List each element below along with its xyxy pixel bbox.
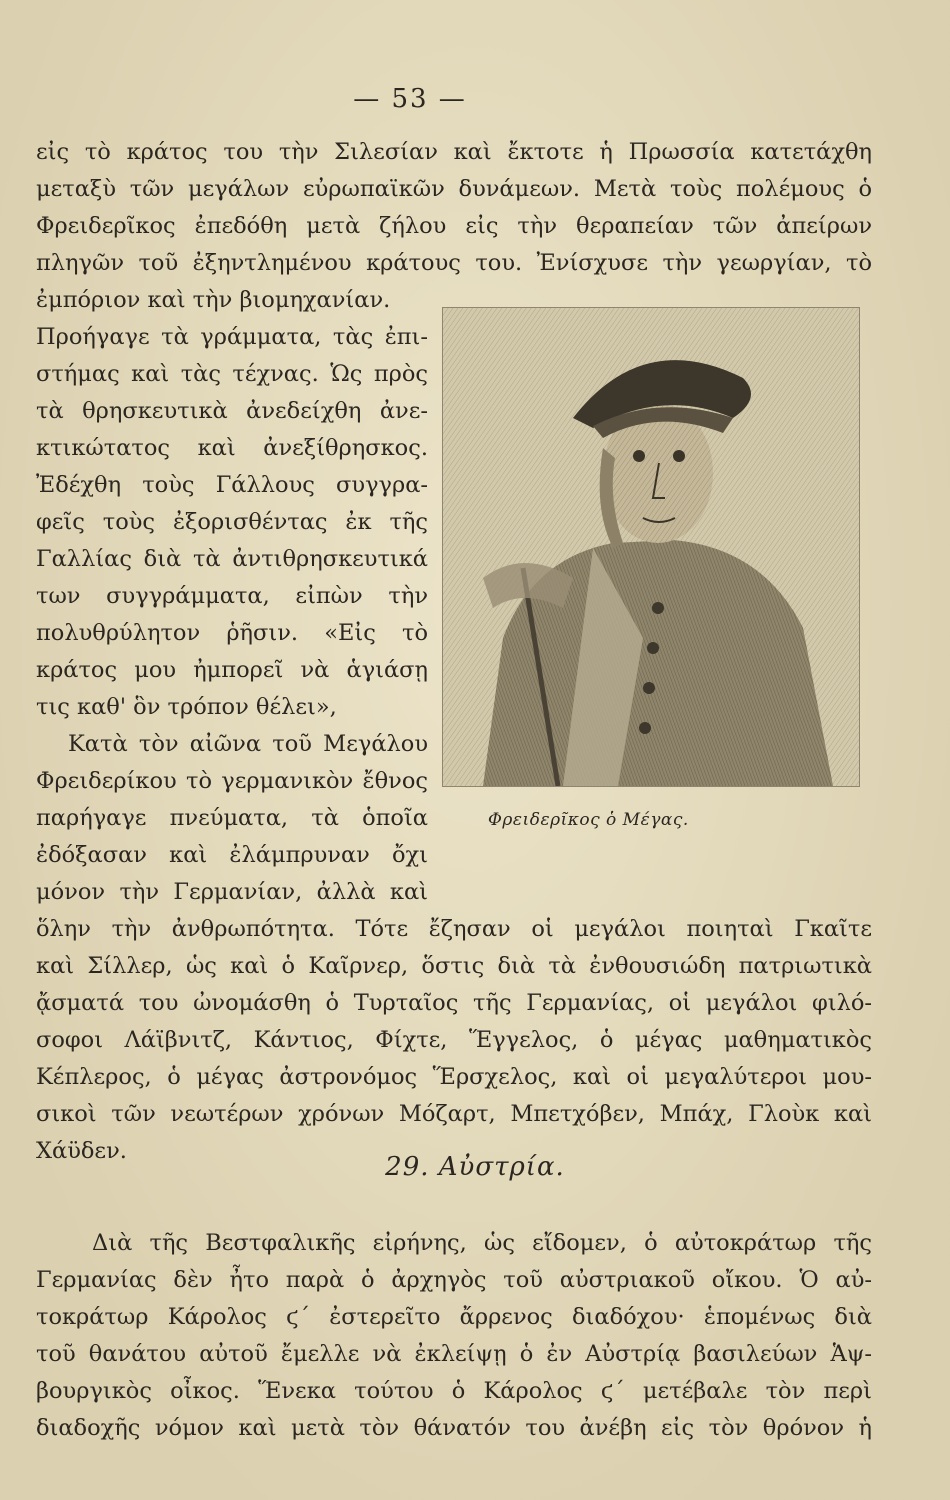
text-line: σοφοι Λάϊβνιτζ, Κάντιος, Φίχτε, Ἕγγελος, ὁ μέγας μαθηματικὸς [36,1027,872,1053]
text-line: Κέπλερος, ὁ μέγας ἀστρονόμος Ἕρσχελος, καὶ οἱ μεγαλύτεροι μου- [36,1064,872,1090]
text-line: Φρειδερίκου τὸ γερμανικὸν ἔθνος [36,768,428,794]
text-line: ὅλην τὴν ἀνθρωπότητα. Τότε ἔζησαν οἱ μεγάλοι ποιηταὶ Γκαῖτε [36,916,872,942]
text-line: κτικώτατος καὶ ἀνεξίθρησκος. [36,435,428,461]
text-line: των συγγράμματα, εἰπὼν τὴν [36,583,428,609]
text-line: Ἐδέχθη τοὺς Γάλλους συγγρα- [36,472,428,498]
text-line: μόνον τὴν Γερμανίαν, ἀλλὰ καὶ [36,879,428,905]
text-line: διαδοχῆς νόμον καὶ μετὰ τὸν θάνατόν του ἀνέβη εἰς τὸν θρόνον ἡ [36,1415,872,1441]
text-line: ἐμπόριον καὶ τὴν βιομηχανίαν. [36,287,391,313]
page-number: — 53 — [353,84,467,114]
text-line: καὶ Σίλλερ, ὡς καὶ ὁ Καῖρνερ, ὅστις διὰ τὰ ἐνθουσιώδη πατριωτικὰ [36,953,872,979]
text-line: Χάϋδεν. [36,1138,127,1164]
text-line: ᾄσματά του ὠνομάσθη ὁ Τυρταῖος τῆς Γερμανίας, οἱ μεγάλοι φιλό- [36,990,872,1016]
text-line: στήμας καὶ τὰς τέχνας. Ὡς πρὸς [36,361,428,387]
text-line: βουργικὸς οἶκος. Ἕνεκα τούτου ὁ Κάρολος ϛ΄ μετέβαλε τὸν περὶ [36,1378,872,1404]
text-line: τις καθ' ὃν τρόπον θέλει», [36,694,337,720]
text-line: Γερμανίας δὲν ἦτο παρὰ ὁ ἀρχηγὸς τοῦ αὐστριακοῦ οἴκου. Ὁ αὐ- [36,1267,872,1293]
text-line: πολυθρύλητον ῥῆσιν. «Εἰς τὸ [36,620,428,646]
text-line: φεῖς τοὺς ἐξορισθέντας ἐκ τῆς [36,509,428,535]
text-line: Φρειδερῖκος ἐπεδόθη μετὰ ζήλου εἰς τὴν θεραπείαν τῶν ἀπείρων [36,213,872,239]
text-line: μεταξὺ τῶν μεγάλων εὐρωπαϊκῶν δυνάμεων. Μετὰ τοὺς πολέμους ὁ [36,176,872,202]
text-line: τοῦ θανάτου αὐτοῦ ἔμελλε νὰ ἐκλείψῃ ὁ ἐν Αὐστρίᾳ βασιλεύων Ἁψ- [36,1341,872,1367]
text-line: εἰς τὸ κράτος του τὴν Σιλεσίαν καὶ ἔκτοτε ἡ Πρωσσία κατετάχθη [36,139,872,165]
text-line: σικοὶ τῶν νεωτέρων χρόνων Μόζαρτ, Μπετχόβεν, Μπάχ, Γλοὺκ καὶ [36,1101,872,1127]
text-line: κράτος μου ἠμπορεῖ νὰ ἁγιάσῃ [36,657,428,683]
text-line: Προήγαγε τὰ γράμματα, τὰς ἐπι- [36,324,428,350]
portrait-engraving [443,308,859,786]
text-line: τὰ θρησκευτικὰ ἀνεδείχθη ἀνε- [36,398,428,424]
text-line: Κατὰ τὸν αἰῶνα τοῦ Μεγάλου [68,731,428,757]
figure-caption: Φρειδερῖκος ὁ Μέγας. [488,810,689,830]
portrait-image [442,307,860,787]
text-line: Διὰ τῆς Βεστφαλικῆς εἰρήνης, ὡς εἴδομεν, ὁ αὐτοκράτωρ τῆς [92,1230,872,1256]
text-line: ἐδόξασαν καὶ ἐλάμπρυναν ὄχι [36,842,428,868]
section-heading: 29. Αὐστρία. [385,1152,565,1182]
text-line: Γαλλίας διὰ τὰ ἀντιθρησκευτικά [36,546,428,572]
text-line: πληγῶν τοῦ ἐξηντλημένου κράτους του. Ἐνίσχυσε τὴν γεωργίαν, τὸ [36,250,872,276]
text-line: τοκράτωρ Κάρολος ϛ΄ ἐστερεῖτο ἄρρενος διαδόχου· ἑπομένως διὰ [36,1304,872,1330]
text-line: παρήγαγε πνεύματα, τὰ ὁποῖα [36,805,428,831]
